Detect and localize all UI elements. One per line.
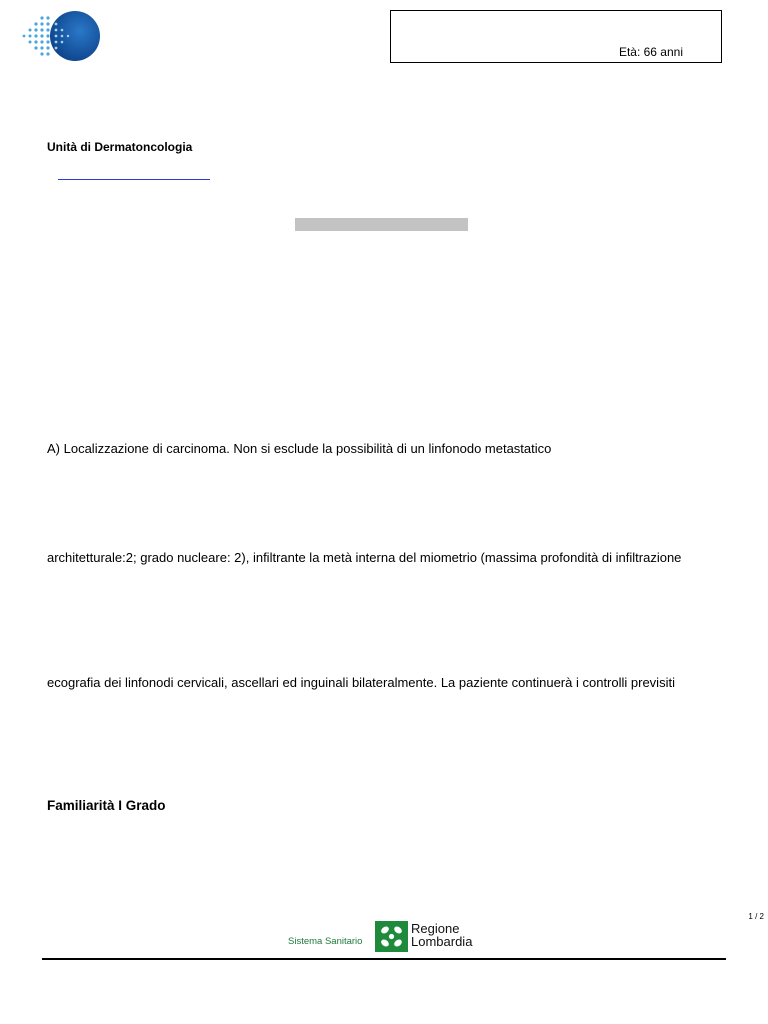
redacted-bar xyxy=(295,218,468,231)
institution-logo xyxy=(20,10,102,64)
section-title: Familiarità I Grado xyxy=(47,798,166,813)
report-line: architetturale:2; grado nucleare: 2), infiltrante la metà interna del miometrio (massima profondità di infiltrazione xyxy=(47,550,682,565)
hyperlink-underline[interactable] xyxy=(58,179,210,180)
patient-info-box xyxy=(390,10,722,63)
page-number: 1 / 2 xyxy=(748,912,764,921)
region-name xyxy=(411,923,472,948)
report-line: ecografia dei linfonodi cervicali, ascellari ed inguinali bilateralmente. La paziente continuerà i controlli previsiti xyxy=(47,675,675,690)
region-name-line1: Regione xyxy=(411,921,460,936)
regione-lombardia-logo-icon xyxy=(375,921,408,952)
region-name-line2: Lombardia xyxy=(411,933,473,949)
system-label: Sistema Sanitario xyxy=(288,936,363,947)
footer-divider xyxy=(42,958,726,960)
report-line: A) Localizzazione di carcinoma. Non si esclude la possibilità di un linfonodo metastatico xyxy=(47,441,552,456)
patient-age: Età: 66 anni xyxy=(618,45,683,59)
unit-title: Unità di Dermatoncologia xyxy=(47,140,193,154)
